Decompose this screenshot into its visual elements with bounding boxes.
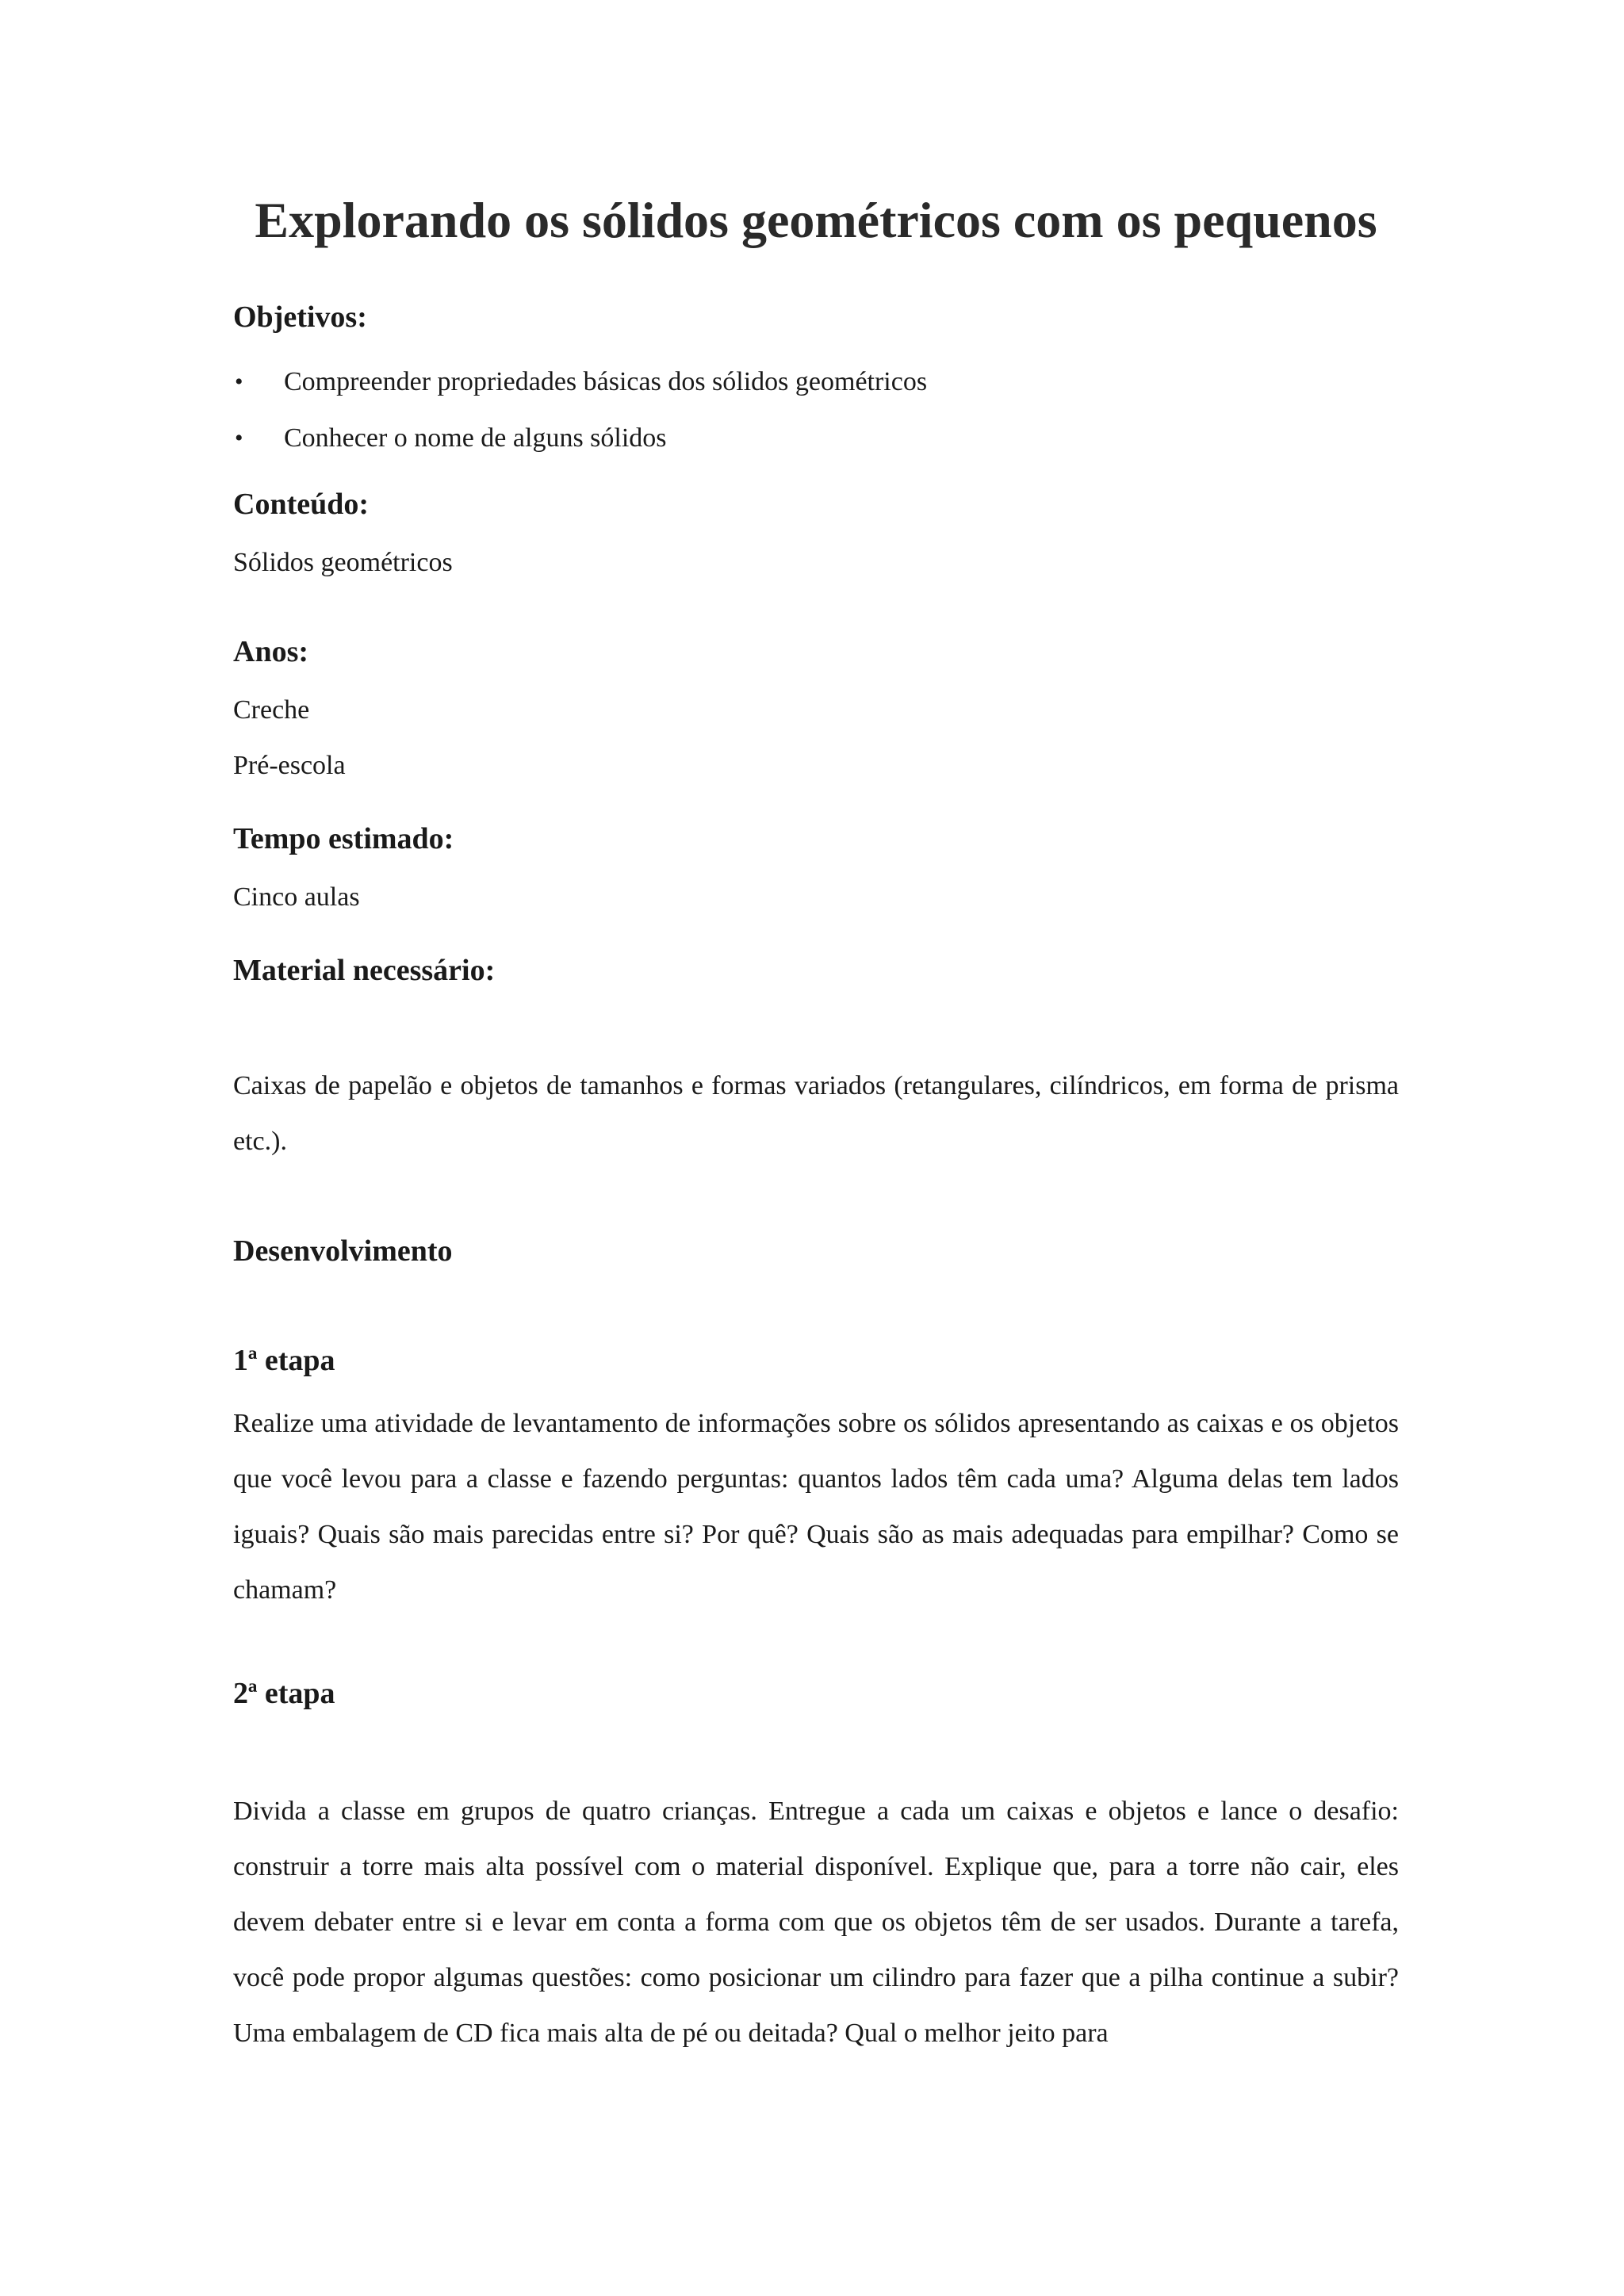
objetivo-text: Conhecer o nome de alguns sólidos [284, 423, 667, 453]
tempo-text: Cinco aulas [233, 882, 360, 912]
objetivos-list [233, 354, 1399, 466]
conteudo-text: Sólidos geométricos [233, 548, 453, 577]
material-heading: Material necessário: [233, 954, 496, 987]
list-item [233, 354, 1399, 410]
list-item [233, 410, 1399, 466]
anos-item: Pré-escola [233, 751, 346, 780]
etapa1-heading: 1ª etapa [233, 1344, 335, 1377]
objetivo-text: Compreender propriedades básicas dos sólidos geométricos [284, 367, 928, 396]
bullet-icon: • [235, 369, 243, 395]
tempo-heading: Tempo estimado: [233, 822, 454, 855]
desenvolvimento-heading: Desenvolvimento [233, 1234, 453, 1268]
etapa2-heading: 2ª etapa [233, 1677, 335, 1710]
bullet-icon: • [235, 425, 243, 451]
document-page [233, 0, 1399, 2296]
etapa1-text: Realize uma atividade de levantamento de informações sobre os sólidos apresentando as caixas e os objetos que você levou para a classe e fazendo perguntas: quantos lados têm cada uma? Alguma delas tem lados iguais? Quais são mais parecidas entre si? Por quê? Quais são as mais adequadas para empilhar? Como se chamam? [233, 1409, 1399, 1605]
objetivos-heading: Objetivos: [233, 300, 367, 334]
anos-item: Creche [233, 695, 310, 725]
material-text: Caixas de papelão e objetos de tamanhos e formas variados (retangulares, cilíndricos, em forma de prisma etc.). [233, 1071, 1399, 1156]
document-title: Explorando os sólidos geométricos com os pequenos [255, 192, 1377, 248]
conteudo-heading: Conteúdo: [233, 488, 370, 521]
etapa2-text: Divida a classe em grupos de quatro crianças. Entregue a cada um caixas e objetos e lance o desafio: construir a torre mais alta possível com o material disponível. Explique que, para a torre não cair, eles devem debater entre si e levar em conta a forma com que os objetos têm de ser usados. Durante a tarefa, você pode propor algumas questões: como posicionar um cilindro para fazer que a pilha continue a subir? Uma embalagem de CD fica mais alta de pé ou deitada? Qual o melhor jeito para [233, 1797, 1399, 2048]
anos-heading: Anos: [233, 635, 309, 668]
